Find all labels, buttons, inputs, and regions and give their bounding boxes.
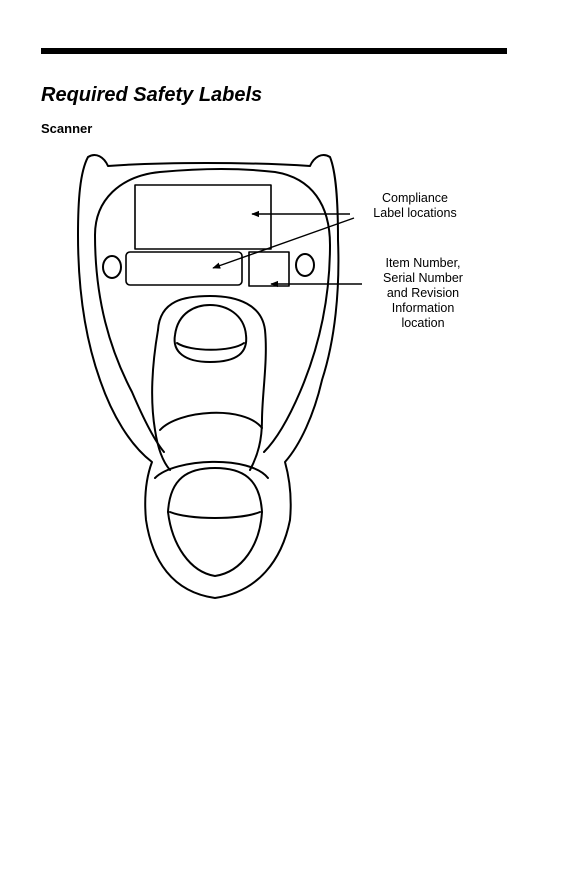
scanner-housing-outer	[78, 155, 338, 598]
handle-grip-inner	[170, 512, 260, 518]
right-side-button	[296, 254, 314, 276]
trigger-surround	[158, 296, 266, 470]
compliance-label-callout: Compliance Label locations	[373, 191, 457, 220]
section-heading-scanner: Scanner	[41, 121, 93, 136]
compliance-arrow-bottom	[213, 218, 354, 268]
compliance-label-area-bottom	[126, 252, 242, 285]
handle-grip-top	[168, 468, 262, 512]
handle-band-upper	[160, 413, 262, 430]
item-number-label-area	[249, 252, 289, 286]
page-title: Required Safety Labels	[41, 84, 263, 106]
item-number-callout: Item Number, Serial Number and Revision Information location	[383, 256, 463, 330]
compliance-label-area-top	[135, 185, 271, 249]
trigger-button-inner	[177, 343, 244, 350]
trigger-button	[175, 305, 247, 362]
scanner-face-rim	[95, 169, 330, 452]
left-side-button	[103, 256, 121, 278]
handle-grip-bottom	[168, 512, 262, 576]
